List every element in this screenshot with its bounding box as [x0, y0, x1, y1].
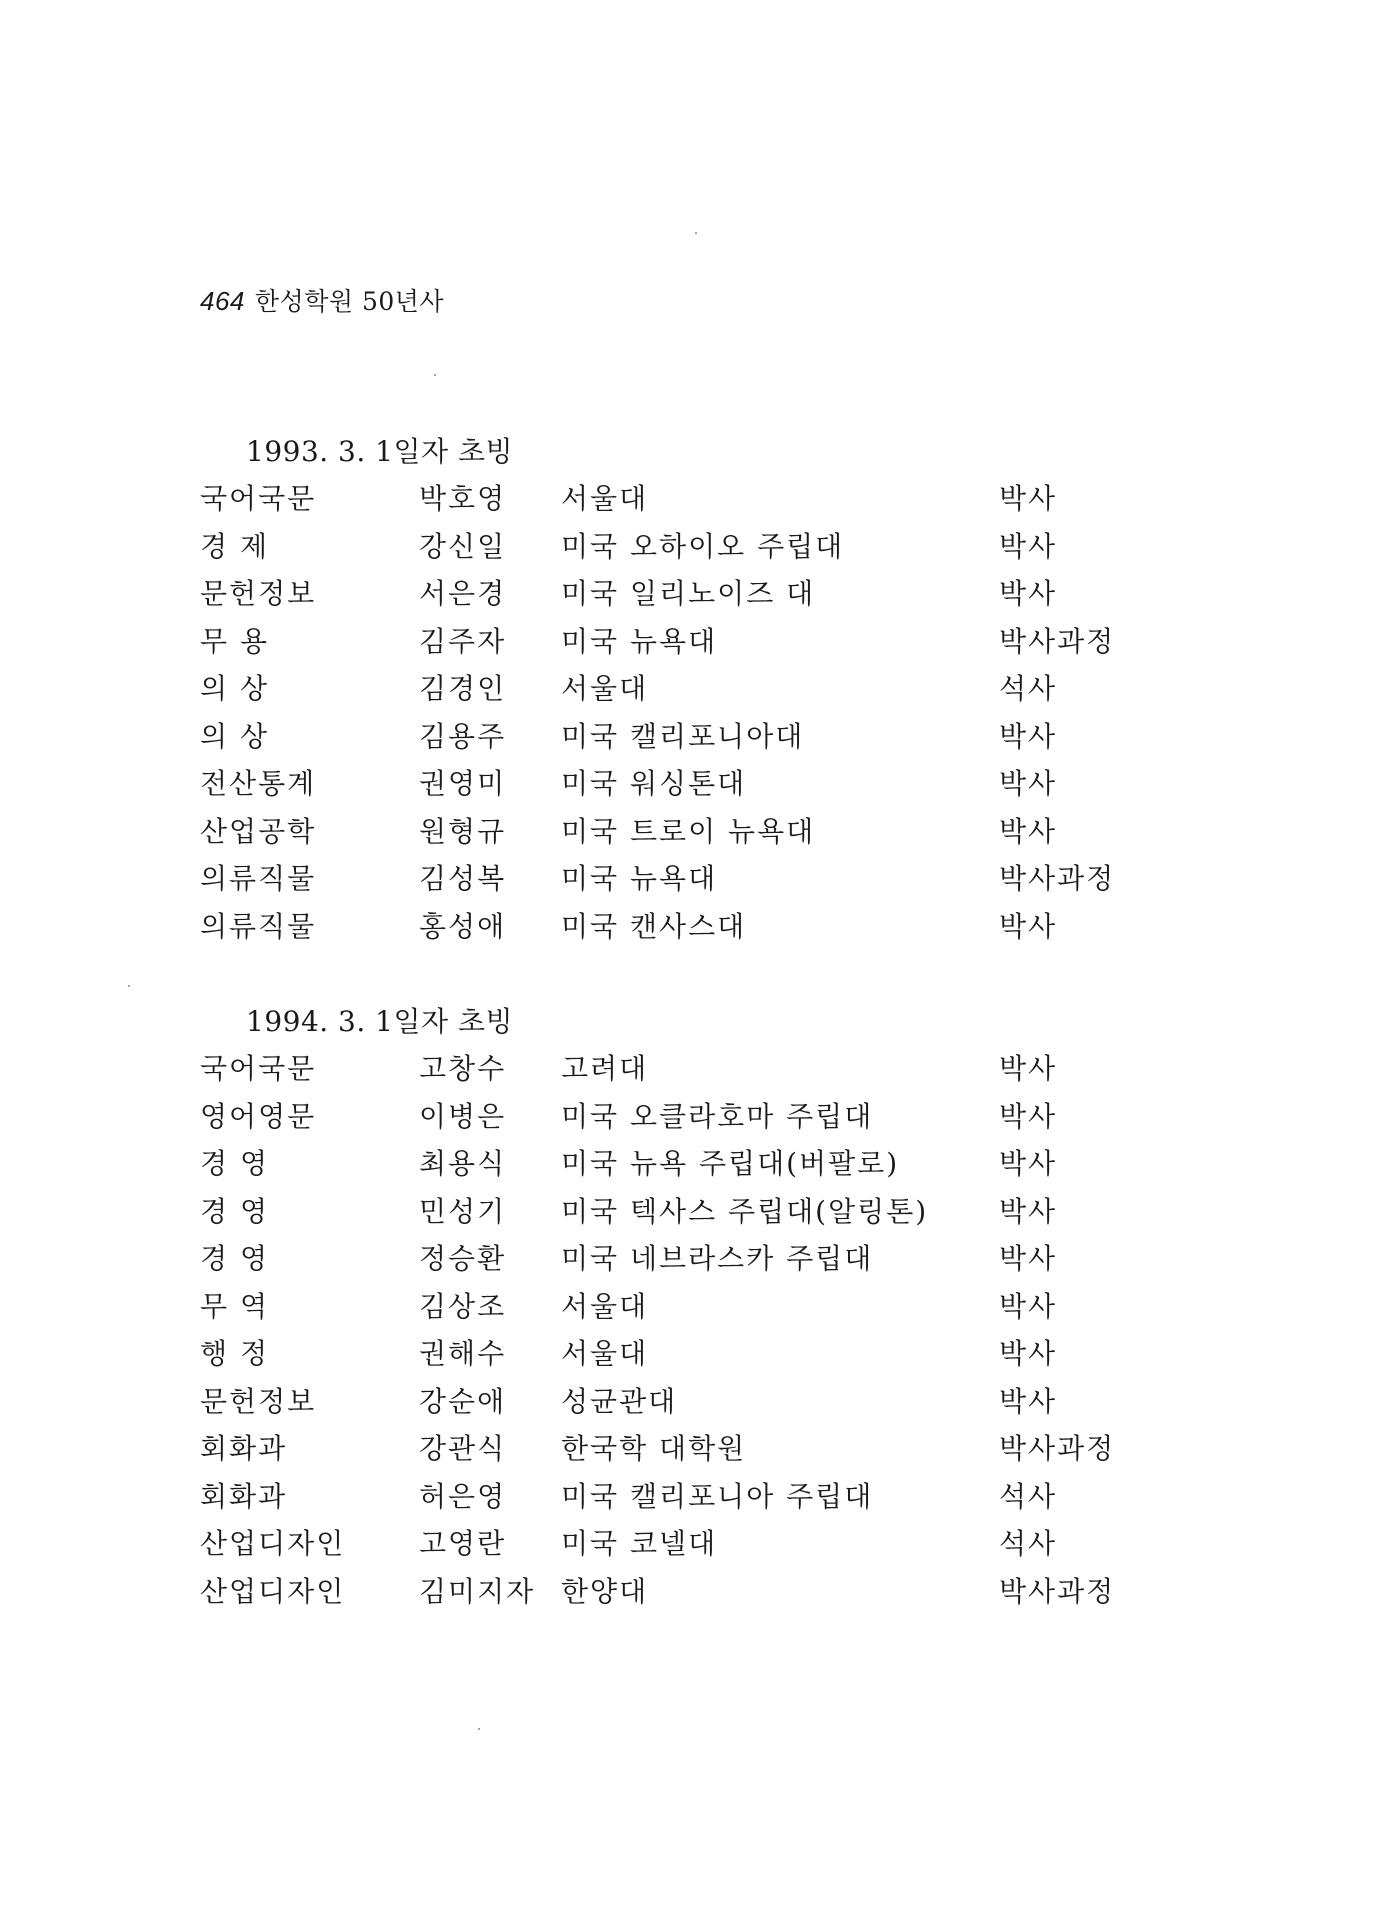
department-cell: 국어국문 — [200, 482, 317, 515]
name-cell: 권해수 — [419, 1337, 507, 1370]
faculty-row — [200, 1425, 1200, 1473]
faculty-row — [200, 1473, 1200, 1521]
faculty-row — [200, 855, 1200, 903]
department-cell: 경 영 — [200, 1147, 269, 1180]
degree-cell: 박사 — [999, 1052, 1058, 1085]
degree-cell: 박사 — [999, 1337, 1058, 1370]
scan-speck — [478, 1728, 480, 1730]
school-cell: 미국 텍사스 주립대(알링톤) — [561, 1194, 929, 1228]
faculty-row — [200, 665, 1200, 713]
name-cell: 원형규 — [419, 814, 507, 848]
faculty-list — [200, 475, 1200, 950]
school-cell: 미국 네브라스카 주립대 — [561, 1242, 874, 1275]
degree-cell: 박사 — [999, 1384, 1058, 1418]
school-cell: 미국 트로이 뉴욕대 — [561, 814, 816, 848]
school-cell: 한국학 대학원 — [561, 1432, 747, 1465]
school-cell: 미국 뉴욕대 — [561, 862, 718, 895]
degree-cell: 박사과정 — [999, 1432, 1116, 1465]
degree-cell: 박사 — [999, 1099, 1058, 1133]
name-cell: 허은영 — [419, 1479, 507, 1513]
book-title: 한성학원 50년사 — [254, 287, 445, 316]
department-cell: 행 정 — [200, 1337, 269, 1370]
department-cell: 산업공학 — [200, 814, 317, 848]
name-cell: 민성기 — [419, 1194, 507, 1228]
faculty-row — [200, 570, 1200, 618]
faculty-row — [200, 760, 1200, 808]
scan-speck — [128, 985, 130, 987]
name-cell: 김미지자 — [419, 1574, 536, 1608]
faculty-row — [200, 523, 1200, 571]
degree-cell: 박사 — [999, 1194, 1058, 1228]
faculty-row — [200, 1568, 1200, 1616]
faculty-row — [200, 1283, 1200, 1331]
school-cell: 미국 오클라호마 주립대 — [561, 1099, 874, 1133]
school-cell: 서울대 — [561, 1337, 649, 1370]
name-cell: 김성복 — [419, 862, 507, 895]
section-heading: 1993. 3. 1일자 초빙 — [246, 435, 514, 468]
name-cell: 최용식 — [419, 1147, 507, 1180]
degree-cell: 박사 — [999, 719, 1058, 753]
school-cell: 서울대 — [561, 1289, 649, 1323]
page-number: 464 — [200, 286, 245, 316]
name-cell: 강순애 — [419, 1384, 507, 1418]
department-cell: 국어국문 — [200, 1052, 317, 1085]
name-cell: 고창수 — [419, 1052, 507, 1085]
section-1993 — [200, 428, 1200, 950]
degree-cell: 박사 — [999, 1242, 1058, 1275]
degree-cell: 박사 — [999, 767, 1058, 800]
degree-cell: 박사과정 — [999, 1574, 1116, 1608]
faculty-row — [200, 903, 1200, 951]
name-cell: 강신일 — [419, 529, 507, 563]
faculty-row — [200, 1520, 1200, 1568]
faculty-row — [200, 713, 1200, 761]
department-cell: 산업디자인 — [200, 1527, 346, 1560]
school-cell: 미국 일리노이즈 대 — [561, 577, 816, 610]
degree-cell: 석사 — [999, 1479, 1058, 1513]
name-cell: 이병은 — [419, 1099, 507, 1133]
department-cell: 문헌정보 — [200, 577, 317, 610]
department-cell: 의류직물 — [200, 909, 317, 943]
department-cell: 경 영 — [200, 1242, 269, 1275]
department-cell: 의류직물 — [200, 862, 317, 895]
department-cell: 회화과 — [200, 1479, 288, 1513]
school-cell: 고려대 — [561, 1052, 649, 1085]
department-cell: 산업디자인 — [200, 1574, 346, 1608]
degree-cell: 박사 — [999, 577, 1058, 610]
school-cell: 미국 캔사스대 — [561, 909, 747, 943]
name-cell: 김상조 — [419, 1289, 507, 1323]
degree-cell: 박사과정 — [999, 862, 1116, 895]
faculty-list — [200, 1045, 1200, 1615]
school-cell: 성균관대 — [561, 1384, 678, 1418]
department-cell: 무 역 — [200, 1289, 269, 1323]
department-cell: 문헌정보 — [200, 1384, 317, 1418]
name-cell: 홍성애 — [419, 909, 507, 943]
department-cell: 회화과 — [200, 1432, 288, 1465]
department-cell: 경 제 — [200, 529, 269, 563]
faculty-row — [200, 475, 1200, 523]
faculty-row — [200, 1235, 1200, 1283]
faculty-row — [200, 1093, 1200, 1141]
degree-cell: 박사 — [999, 909, 1058, 943]
school-cell: 한양대 — [561, 1574, 649, 1608]
faculty-row — [200, 1045, 1200, 1093]
department-cell: 무 용 — [200, 624, 269, 658]
school-cell: 미국 오하이오 주립대 — [561, 529, 845, 563]
faculty-row — [200, 618, 1200, 666]
degree-cell: 박사 — [999, 1147, 1058, 1180]
faculty-row — [200, 1378, 1200, 1426]
faculty-row — [200, 1188, 1200, 1236]
page-header — [200, 282, 444, 318]
school-cell: 미국 캘리포니아대 — [561, 719, 805, 753]
school-cell: 서울대 — [561, 672, 649, 705]
school-cell: 미국 캘리포니아 주립대 — [561, 1479, 874, 1513]
department-cell: 의 상 — [200, 672, 269, 705]
faculty-row — [200, 808, 1200, 856]
name-cell: 강관식 — [419, 1432, 507, 1465]
degree-cell: 박사과정 — [999, 624, 1116, 658]
school-cell: 미국 뉴욕 주립대(버팔로) — [561, 1147, 900, 1180]
faculty-row — [200, 1330, 1200, 1378]
degree-cell: 박사 — [999, 1289, 1058, 1323]
name-cell: 김주자 — [419, 624, 507, 658]
department-cell: 영어영문 — [200, 1099, 317, 1133]
school-cell: 미국 코넬대 — [561, 1527, 718, 1560]
degree-cell: 박사 — [999, 814, 1058, 848]
scan-speck — [695, 232, 697, 234]
degree-cell: 석사 — [999, 672, 1058, 705]
department-cell: 의 상 — [200, 719, 269, 753]
name-cell: 서은경 — [419, 577, 507, 610]
school-cell: 미국 뉴욕대 — [561, 624, 718, 658]
degree-cell: 석사 — [999, 1527, 1058, 1560]
degree-cell: 박사 — [999, 482, 1058, 515]
degree-cell: 박사 — [999, 529, 1058, 563]
name-cell: 정승환 — [419, 1242, 507, 1275]
scan-speck — [434, 374, 436, 376]
department-cell: 경 영 — [200, 1194, 269, 1228]
name-cell: 김용주 — [419, 719, 507, 753]
section-heading: 1994. 3. 1일자 초빙 — [246, 1005, 514, 1038]
department-cell: 전산통계 — [200, 767, 317, 800]
name-cell: 고영란 — [419, 1527, 507, 1560]
section-1994 — [200, 998, 1200, 1615]
name-cell: 김경인 — [419, 672, 507, 705]
name-cell: 박호영 — [419, 482, 507, 515]
school-cell: 서울대 — [561, 482, 649, 515]
school-cell: 미국 워싱톤대 — [561, 767, 747, 800]
faculty-row — [200, 1140, 1200, 1188]
name-cell: 권영미 — [419, 767, 507, 800]
